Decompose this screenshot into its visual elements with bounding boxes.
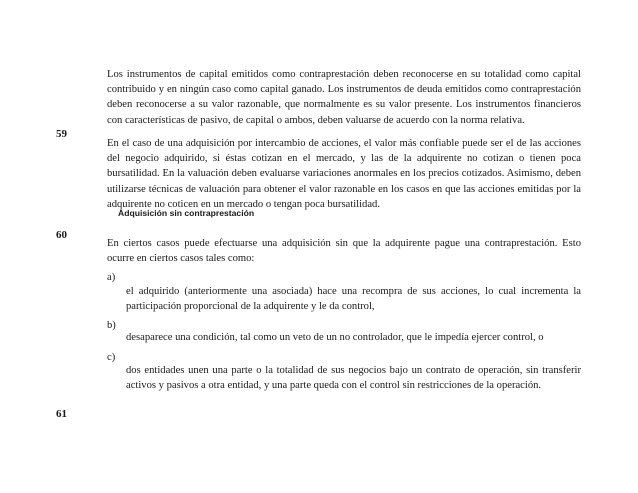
paragraph-number-61: 61 <box>56 408 67 420</box>
paragraph-number-60: 60 <box>56 229 67 241</box>
list-item-a: el adquirido (anteriormente una asociada) hace una recompra de sus acciones, lo cual incrementa la participación proporcional de la adquirente y le da control, <box>126 286 581 313</box>
paragraph-number-59: 59 <box>56 128 67 140</box>
list-marker-c: c) <box>107 352 116 363</box>
paragraph-58-continuation: Los instrumentos de capital emitidos como contraprestación deben reconocerse en su totalidad como capital contribuido y en ningún caso como capital ganado. Los instrumentos de deuda emitidos como contraprestación deben reconocerse a su valor razonable, que normalmente es su valor presente. Los instrumentos financieros con características de pasivo, de capital o ambos, deben valuarse de acuerdo con la norma relativa. <box>107 69 581 126</box>
section-heading: Adquisición sin contraprestación <box>118 208 255 218</box>
paragraph-59: En el caso de una adquisición por intercambio de acciones, el valor más confiable puede ser el de las acciones del negocio adquirido, si éstas cotizan en el mercado, y las de la adquirente no cotizan o tienen poca bursatilidad. En la valuación deben evaluarse variaciones anormales en los precios cotizados. Asimismo, deben utilizarse técnicas de valuación para obtener el valor razonable en los casos en que las acciones emitidas por la adquirente no coticen en un mercado o tengan poca bursatilidad. <box>107 138 581 210</box>
list-marker-b: b) <box>107 320 116 331</box>
list-marker-a: a) <box>107 272 116 283</box>
list-item-c: dos entidades unen una parte o la totalidad de sus negocios bajo un contrato de operación, sin transferir activos y pasivos a otra entidad, y una parte queda con el control sin restricciones de la operación. <box>126 365 581 392</box>
paragraph-60: En ciertos casos puede efectuarse una adquisición sin que la adquirente pague una contraprestación. Esto ocurre en ciertos casos tales como: <box>107 238 581 265</box>
list-item-b: desaparece una condición, tal como un veto de un no controlador, que le impedía ejercer control, o <box>126 332 544 343</box>
